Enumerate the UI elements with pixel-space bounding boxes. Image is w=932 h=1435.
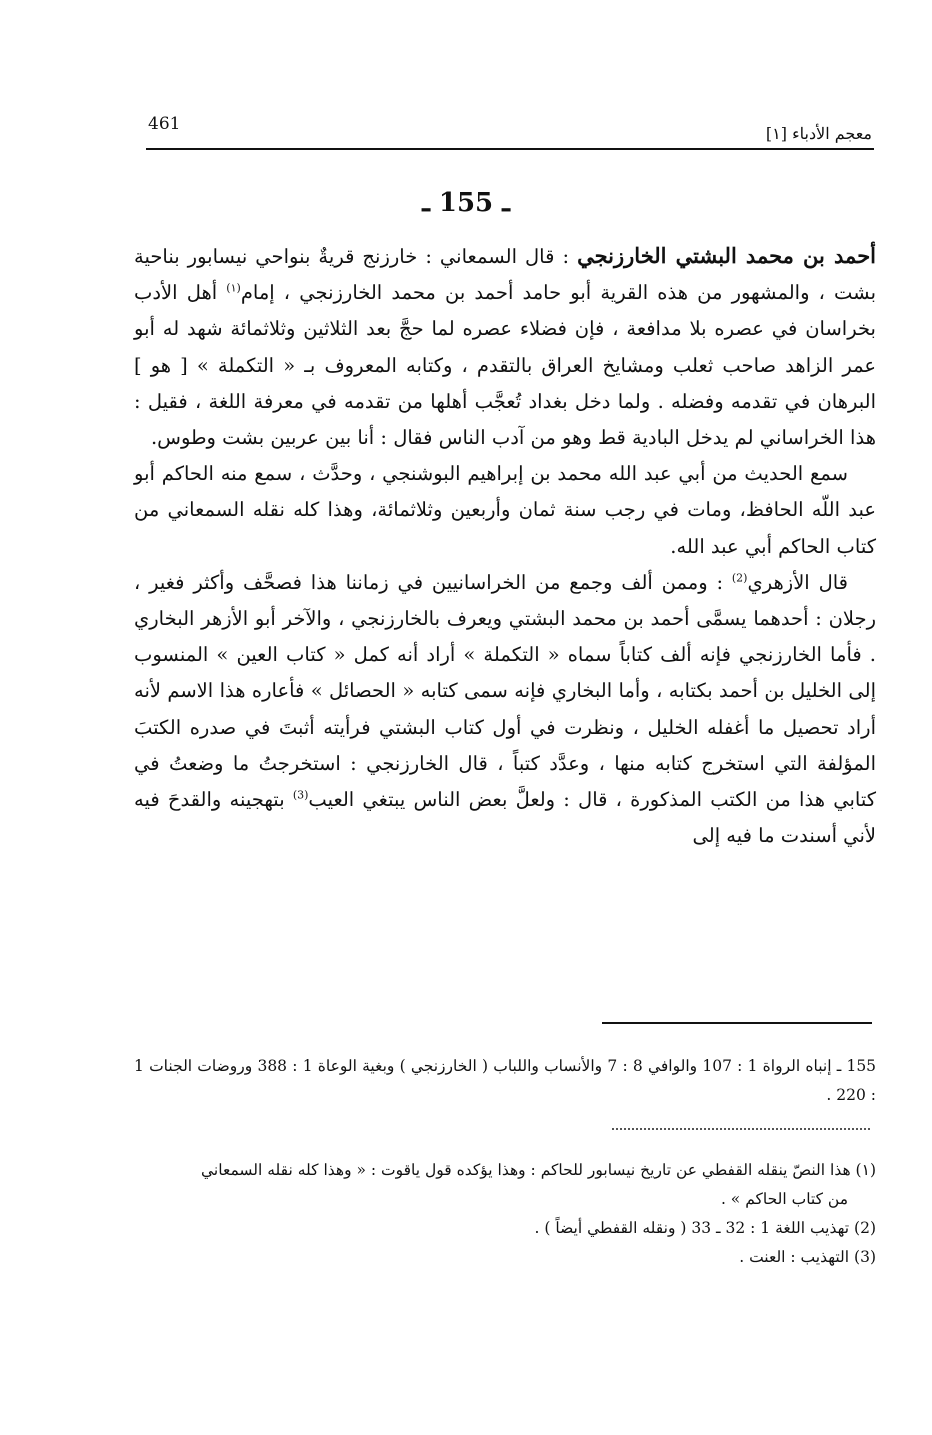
paragraph-2: سمع الحديث من أبي عبد الله محمد بن إبراهيم البوشنجي ، وحدَّث ، سمع منه الحاكم أبو عبد اللّه الحافظ، ومات في رجب سنة ثمان وأربعين وثلاثمائة، وهذا كله نقله السمعاني من كتاب الحاكم أبي عبد الله. [134, 462, 876, 558]
footnote-rule [602, 1022, 872, 1024]
header-rule [146, 148, 874, 150]
running-header-title: معجم الأدباء [١] [765, 124, 872, 143]
paragraph-3-text-c: بتهجينه والقدحَ فيه لأني أسندت ما فيه إلى [134, 788, 876, 848]
footnote-3: (3) التهذيب : العنت . [739, 1248, 876, 1266]
footnote-ref-1: (١) [226, 281, 241, 295]
footnote-ref-3: (3) [292, 788, 309, 802]
footnote-1: (١) هذا النصّ ينقله القفطي عن تاريخ نيسابور للحاكم : وهذا يؤكده قول ياقوت : « وهذا كله نقله السمعاني [201, 1161, 876, 1179]
paragraph-1 [134, 238, 876, 456]
footnotes [134, 1156, 876, 1272]
main-text [134, 238, 876, 854]
sources-note: 155 ـ إنباه الرواة 1 : 107 والوافي 8 : 7 والأنساب واللباب ( الخارزنجي ) وبغية الوعاة 1 : 388 وروضات الجنات 1 : 220 . [134, 1057, 877, 1104]
entry-number: ـ 155 ـ [422, 188, 510, 218]
footnote-1-continued: من كتاب الحاكم » . [720, 1190, 848, 1208]
paragraph-1-text-b: أهل الأدب بخراسان في عصره بلا مدافعة ، فإن فضلاء عصره لما حجَّ بعد الثلاثين وثلاثمائة شهد له أبو عمر الزاهد صاحب ثعلب ومشايخ العراق بالتقدم ، وكتابه المعروف بـ « التكملة » [ هو ] البرهان في تقدمه وفضله . ولما دخل بغداد تُعجَّب أهلها من تقدمه في معرفة اللغة ، فقيل : هذا الخراساني لم يدخل البادية قط وهو من آدب الناس فقال : أنا بين عربين بشت وطوس. [134, 281, 876, 450]
footnote-ref-2: (2) [731, 571, 748, 585]
paragraph-3-text-b: : وممن ألف وجمع من الخراسانيين في زماننا هذا فصحَّف وأكثر فغير ، رجلان : أحدهما يسمَّى أحمد بن محمد البشتي ويعرف بالخارزنجي ، والآخر أبو الأزهر البخاري . فأما الخارزنجي فإنه ألف كتاباً سماه « التكملة » أراد أنه كمل « كتاب العين » المنسوب إلى الخليل بن أحمد بكتابه ، وأما البخاري فإنه سمى كتابه « الحصائل » فأعاره هذا الاسم لأنه أراد تحصيل ما أغفله الخليل ، ونظرت في أول كتاب البشتي فرأيته أثبتَ في صدره الكتبَ المؤلفة التي استخرج كتابه منها ، وعدَّد كتباً ، قال الخارزنجي : استخرجتُ ما وضعتُ في كتابي هذا من الكتب المذكورة ، قال : ولعلَّ بعض الناس يبتغي العيب [134, 570, 876, 812]
dotted-separator [612, 1128, 870, 1130]
entry-heading-name: أحمد بن محمد البشتي الخارزنجي [577, 243, 877, 268]
paragraph-1-text-a: : قال السمعاني : خارزنج قريةٌ بنواحي نيسابور بناحية بشت ، والمشهور من هذه القرية أبو حامد أحمد بن محمد الخارزنجي ، إمام [134, 245, 876, 305]
footnote-2: (2) تهذيب اللغة 1 : 32 ـ 33 ( ونقله القفطي أيضاً ) . [534, 1219, 876, 1237]
paragraph-3 [134, 565, 876, 855]
page-number: 461 [148, 114, 181, 134]
paragraph-3-text-a: قال الأزهري [747, 570, 849, 594]
